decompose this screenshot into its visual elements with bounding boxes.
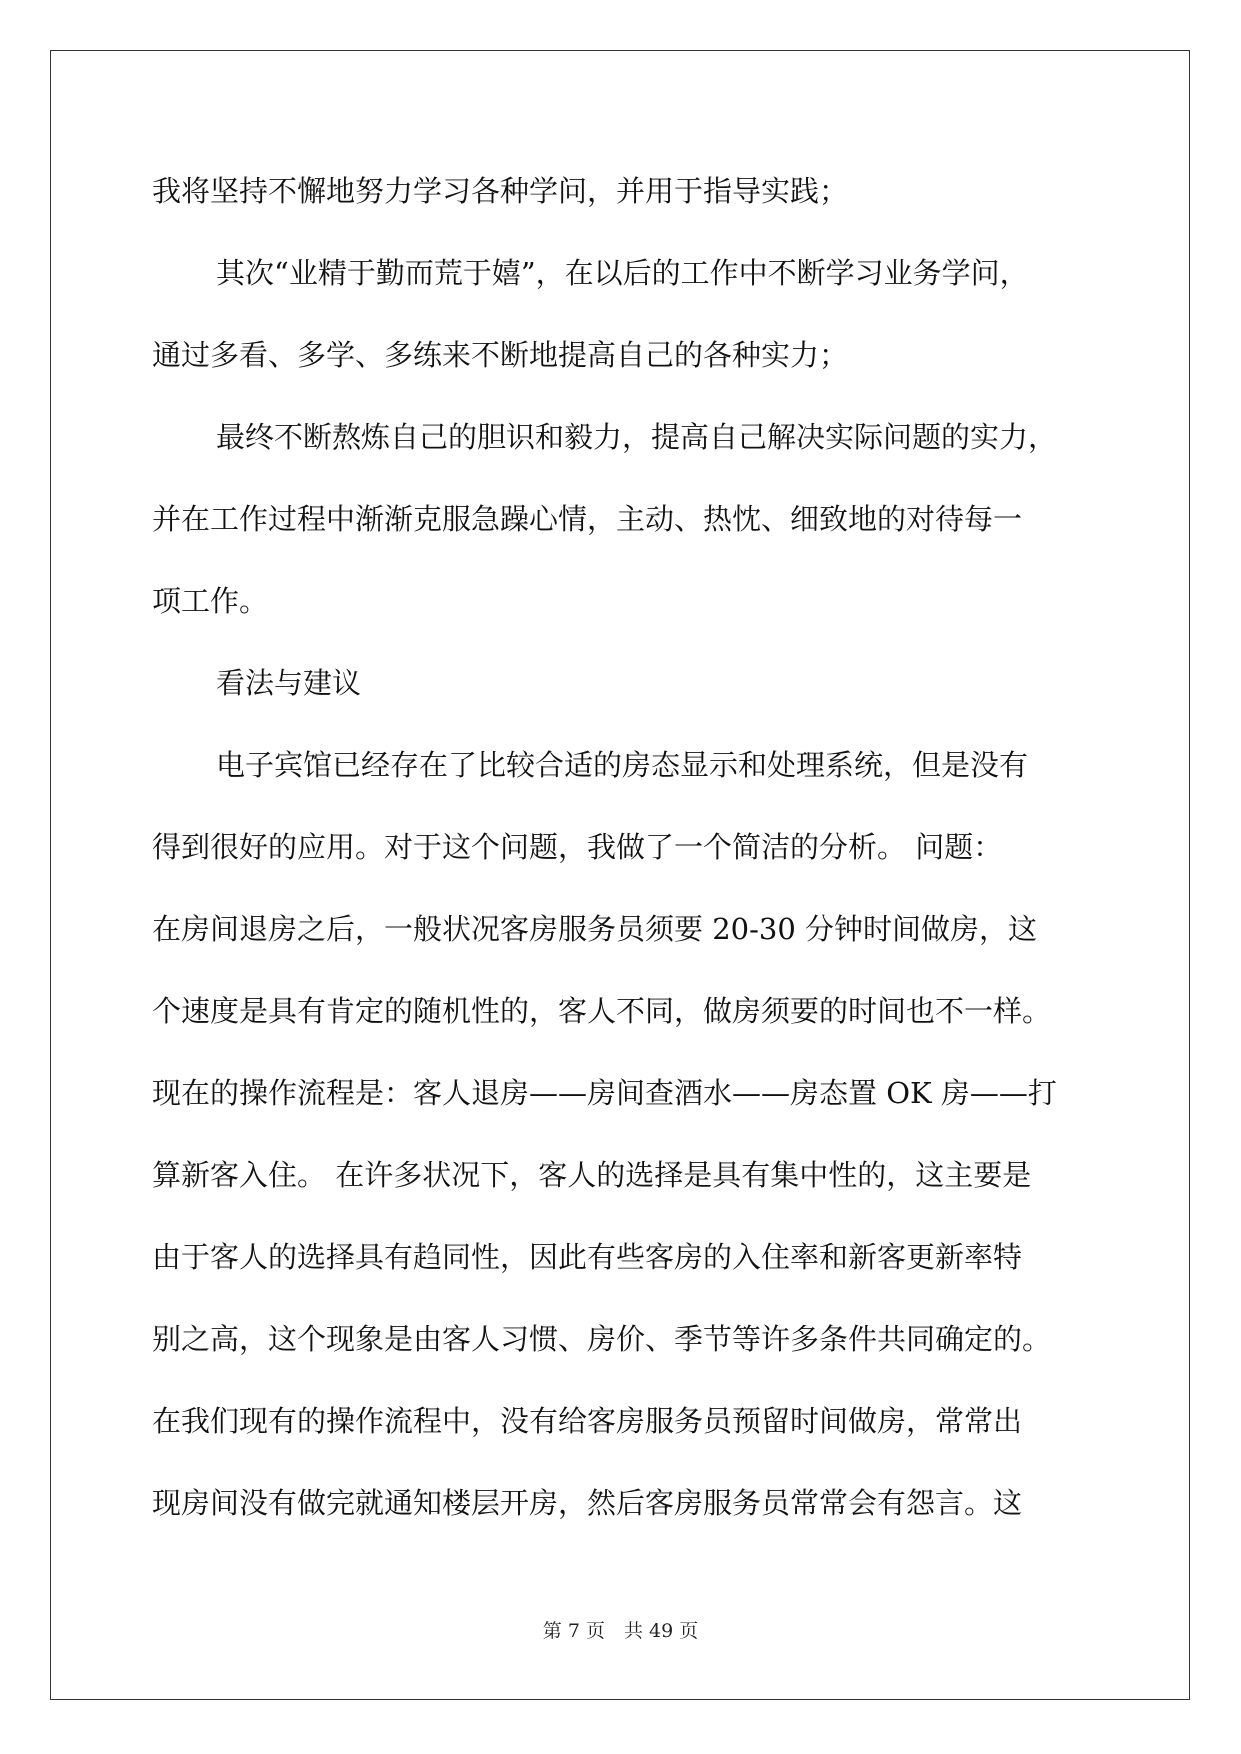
- text-line: 在房间退房之后，一般状况客房服务员须要 20-30 分钟时间做房，这: [152, 912, 1038, 946]
- section-heading: 看法与建议: [216, 666, 362, 700]
- page-number-label: 第 7 页 共 49 页: [542, 1620, 699, 1642]
- text-line: 现在的操作流程是：客人退房——房间查酒水——房态置 OK 房——打: [152, 1076, 1057, 1110]
- page-number-footer: [0, 1616, 1241, 1643]
- paragraph-line: 最终不断熬炼自己的胆识和毅力，提高自己解决实际问题的实力，: [216, 420, 1058, 454]
- text-line: 算新客入住。 在许多状况下，客人的选择是具有集中性的，这主要是: [152, 1158, 1032, 1192]
- text-line: 在我们现有的操作流程中，没有给客房服务员预留时间做房，常常出: [152, 1404, 1023, 1438]
- text-line: 得到很好的应用。对于这个问题，我做了一个简洁的分析。 问题：: [152, 830, 1003, 864]
- text-line: 别之高，这个现象是由客人习惯、房价、季节等许多条件共同确定的。: [152, 1322, 1052, 1356]
- text-line: 通过多看、多学、多练来不断地提高自己的各种实力；: [152, 338, 849, 372]
- text-line: 个速度是具有肯定的随机性的，客人不同，做房须要的时间也不一样。: [152, 994, 1052, 1028]
- text-line: 并在工作过程中渐渐克服急躁心情，主动、热忱、细致地的对待每一: [152, 502, 1023, 536]
- text-line: 现房间没有做完就通知楼层开房，然后客房服务员常常会有怨言。这: [152, 1486, 1023, 1520]
- text-line: 项工作。: [152, 584, 269, 618]
- document-body: [152, 150, 1097, 1544]
- paragraph-line: 其次“业精于勤而荒于嬉”，在以后的工作中不断学习业务学问，: [216, 256, 1029, 290]
- paragraph-line: 电子宾馆已经存在了比较合适的房态显示和处理系统，但是没有: [216, 748, 1029, 782]
- text-line: 我将坚持不懈地努力学习各种学问，并用于指导实践；: [152, 174, 849, 208]
- text-line: 由于客人的选择具有趋同性，因此有些客房的入住率和新客更新率特: [152, 1240, 1023, 1274]
